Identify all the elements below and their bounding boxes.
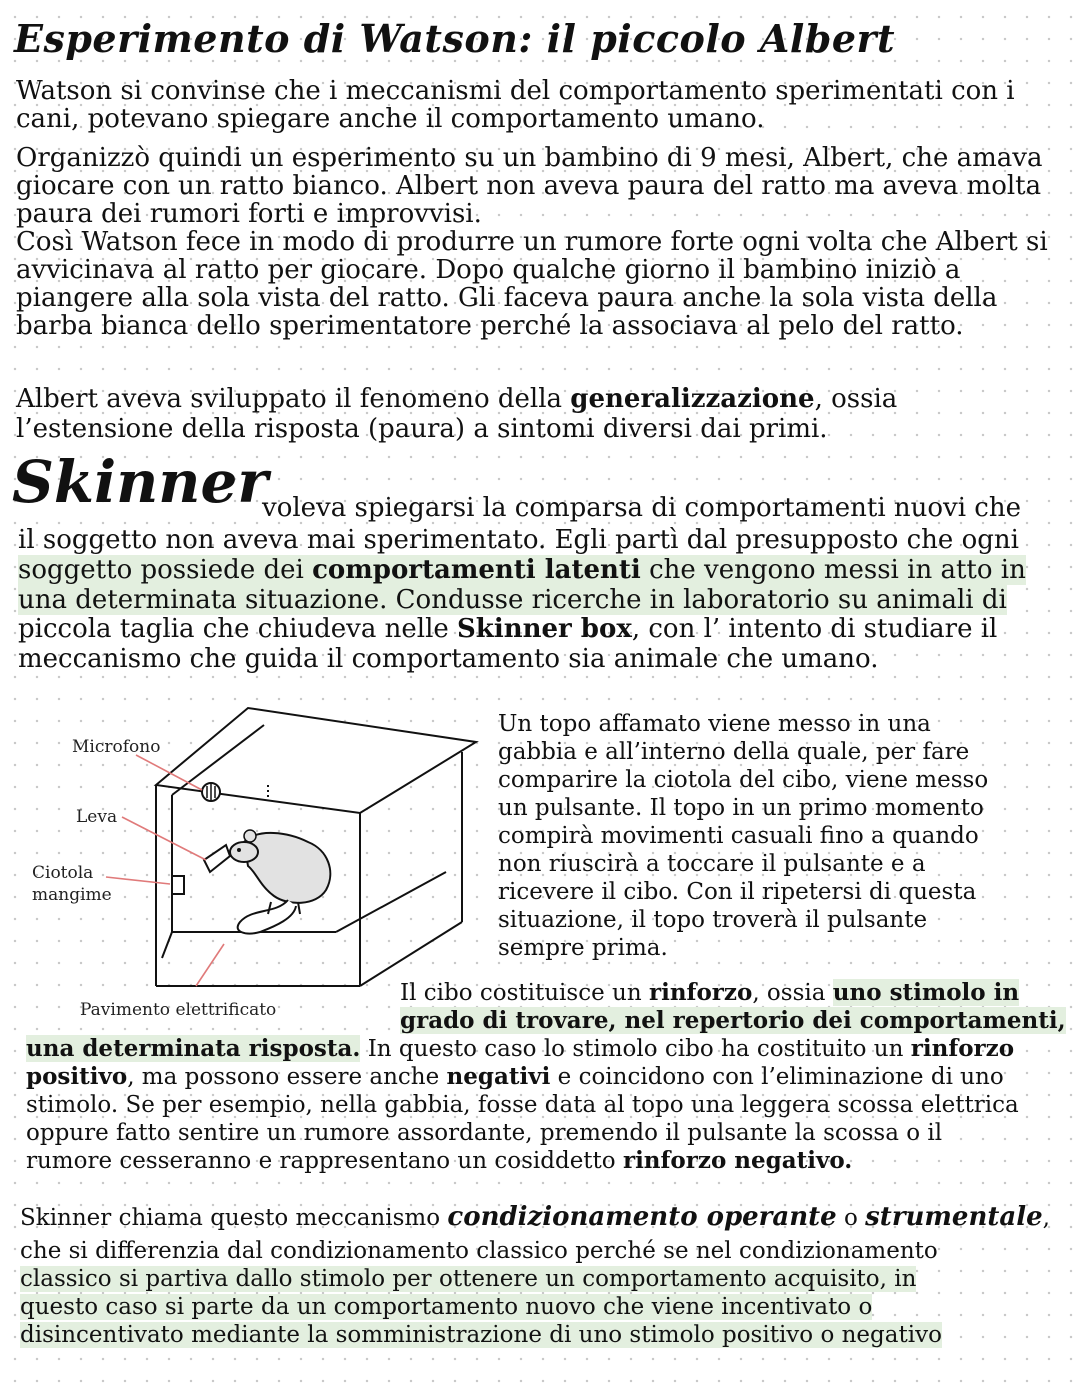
label-leva: Leva: [76, 807, 118, 827]
text-span: Il cibo costituisce un: [400, 980, 649, 1006]
microfono-icon: [202, 783, 220, 801]
rinforzo-line-4: [26, 1063, 1076, 1091]
skinner-line-6: meccanismo che guida il comportamento sia animale che umano.: [18, 644, 879, 674]
topo-line: ricevere il cibo. Con il ripetersi di questa: [498, 879, 977, 905]
text-bold: grado di trovare, nel repertorio dei comportamenti,: [400, 1007, 1066, 1034]
operante-line-5: [20, 1321, 1075, 1349]
topo-line: situazione, il topo troverà il pulsante: [498, 907, 928, 933]
term-comportamenti-latenti: comportamenti latenti: [312, 555, 641, 585]
term-rinforzo: rinforzo: [648, 979, 753, 1006]
text-span: In questo caso lo stimolo cibo ha costituito un: [360, 1036, 911, 1062]
topo-line: non riuscirà a toccare il pulsante e a: [498, 851, 926, 877]
term-rinforzo-negativo: rinforzo negativo.: [622, 1147, 853, 1174]
text-span: il soggetto non aveva mai sperimentato. Egli partì dal presupposto che ogni: [18, 525, 1019, 555]
text-bold: uno stimolo in: [832, 979, 1020, 1006]
text-span: ,: [1042, 1205, 1050, 1231]
rat-icon: [230, 830, 330, 934]
watson-paragraph-4: [16, 384, 1036, 444]
ciotola-icon: [172, 876, 184, 894]
text-span: una determinata situazione. Condusse ricerche in laboratorio su animali di: [18, 585, 1007, 615]
text-span: , ossia l’estensione della risposta (paura) a sintomi diversi dai primi.: [16, 384, 898, 444]
topo-line: un pulsante. Il topo in un primo momento: [498, 795, 984, 821]
topo-line: comparire la ciotola del cibo, viene messo: [498, 767, 989, 793]
topo-paragraph: [498, 710, 1068, 962]
skinner-line-5: [18, 615, 1078, 643]
operante-line-4: [20, 1293, 1075, 1321]
label-microfono: Microfono: [72, 737, 161, 757]
watson-paragraph-3: Così Watson fece in modo di produrre un rumore forte ogni volta che Albert si avvicinava al ratto per giocare. Dopo qualche giorno il bambino iniziò a piangere alla sola vista del ratto. Gli faceva paura anche la sola vista della barba bianca dello sperimentatore perché la associava al pelo del ratto.: [16, 227, 1048, 341]
text-span: Albert aveva sviluppato il fenomeno della: [16, 384, 571, 414]
rinforzo-line-3: [26, 1035, 1076, 1063]
operante-line-3: [20, 1265, 1075, 1293]
rinforzo-line-7: [26, 1147, 1076, 1175]
text-span: o: [836, 1205, 866, 1231]
text-span: , ma possono essere anche: [127, 1064, 447, 1090]
topo-line: sempre prima.: [498, 935, 668, 961]
text-span: piccola taglia che chiudeva nelle: [18, 614, 458, 644]
label-ciotola: Ciotola: [32, 863, 94, 883]
text-bold: positivo: [26, 1063, 128, 1090]
watson-paragraph-1: Watson si convinse che i meccanismi del comportamento sperimentati con i cani, potevano spiegare anche il comportamento umano.: [16, 76, 1015, 134]
text-span: , ossia: [752, 980, 833, 1006]
rinforzo-line-2: [400, 1007, 1070, 1035]
term-generalizzazione: generalizzazione: [570, 384, 815, 414]
text-span: e coincidono con l’eliminazione di uno: [550, 1064, 1004, 1090]
topo-line: compirà movimenti casuali fino a quando: [498, 823, 979, 849]
term-condizionamento-operante: condizionamento operante: [447, 1202, 837, 1232]
label-pavimento: Pavimento elettrificato: [80, 1000, 277, 1020]
page-title: Esperimento di Watson: il piccolo Albert: [14, 16, 896, 61]
term-rinforzo-positivo: rinforzo: [910, 1035, 1015, 1062]
text-span: rumore cesseranno e rappresentano un cosiddetto: [26, 1148, 623, 1174]
leva-icon: [204, 845, 230, 872]
text-span: classico si partiva dallo stimolo per ottenere un comportamento acquisito, in: [20, 1266, 917, 1292]
topo-line: Un topo affamato viene messo in una: [498, 711, 931, 737]
text-bold: una determinata risposta.: [26, 1035, 361, 1062]
watson-paragraph-2: Organizzò quindi un esperimento su un bambino di 9 mesi, Albert, che amava giocare con un ratto bianco. Albert non aveva paura del ratto ma aveva molta paura dei rumori forti e improvvisi.: [16, 143, 1043, 229]
rinforzo-line-1: [400, 979, 1070, 1007]
text-span: che vengono messi in atto in: [640, 555, 1026, 585]
text-span: questo caso si parte da un comportamento nuovo che viene incentivato o: [20, 1294, 873, 1320]
text-span: Skinner chiama questo meccanismo: [20, 1205, 448, 1231]
skinner-heading: Skinner: [12, 448, 268, 516]
text-span: disincentivato mediante la somministrazione di uno stimolo positivo o negativo: [20, 1322, 942, 1348]
skinner-line-1: voleva spiegarsi la comparsa di comportamenti nuovi che: [262, 493, 1022, 523]
text-span: soggetto possiede dei: [18, 555, 313, 585]
topo-line: gabbia e all’interno della quale, per fare: [498, 739, 970, 765]
label-mangime: mangime: [32, 885, 112, 905]
skinner-line-3: [18, 556, 1078, 584]
term-negativi: negativi: [446, 1063, 551, 1090]
term-skinner-box: Skinner box: [457, 614, 632, 644]
operante-line-2: che si differenzia dal condizionamento classico perché se nel condizionamento: [20, 1238, 938, 1264]
rinforzo-line-5: stimolo. Se per esempio, nella gabbia, fosse data al topo una leggera scossa elettrica: [26, 1092, 1019, 1118]
skinner-line-4: [18, 586, 1078, 614]
skinner-line-2: [18, 526, 1078, 554]
operante-line-1: [20, 1203, 1075, 1232]
term-strumentale: strumentale: [865, 1202, 1043, 1232]
text-span: , con l’ intento di studiare il: [631, 614, 998, 644]
rinforzo-line-6: oppure fatto sentire un rumore assordante, premendo il pulsante la scossa o il: [26, 1120, 943, 1146]
